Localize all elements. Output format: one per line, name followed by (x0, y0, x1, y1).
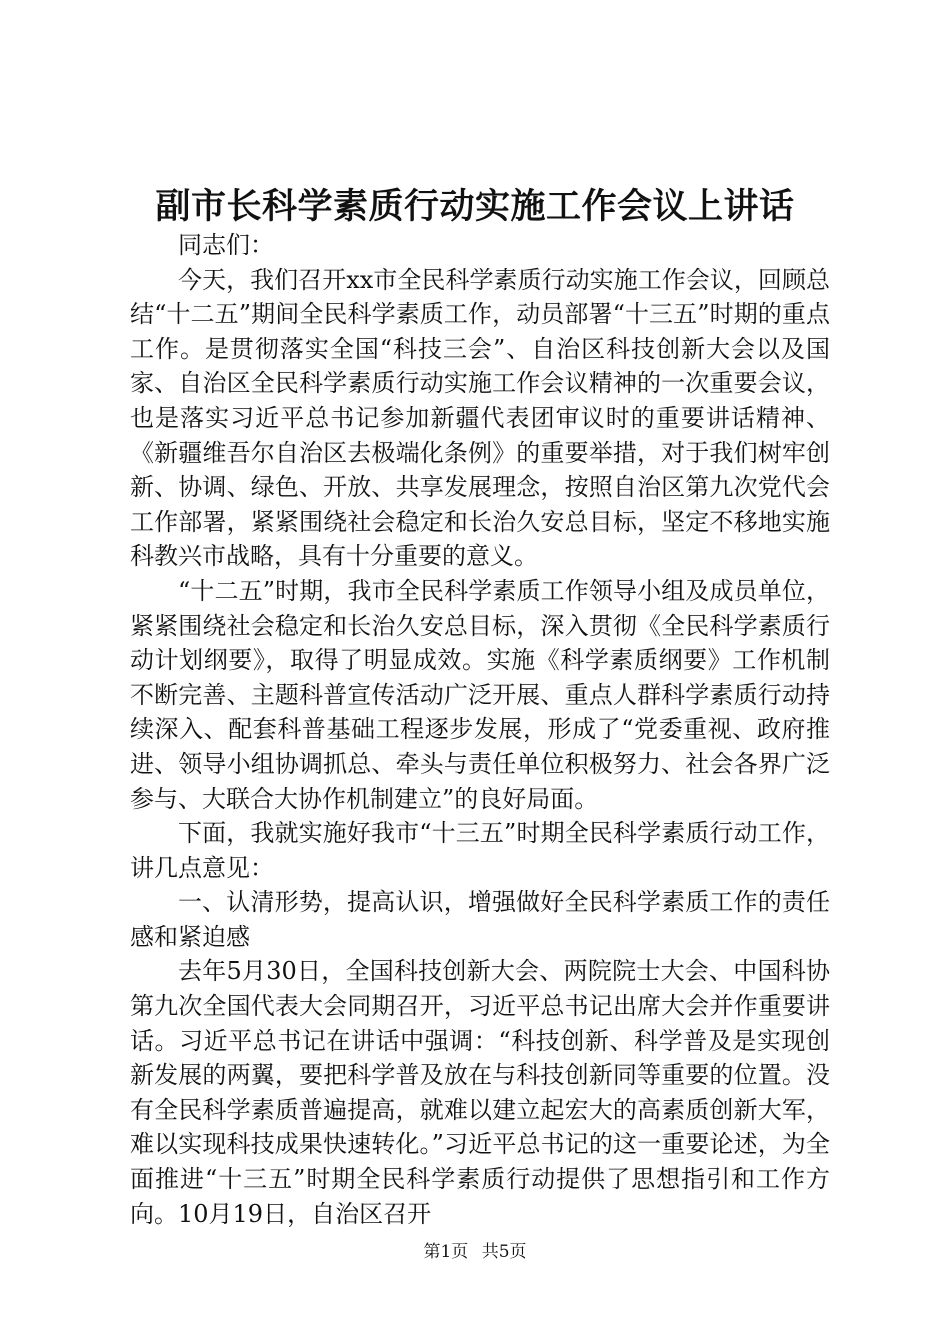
paragraph-context: 去年5月30日，全国科技创新大会、两院院士大会、中国科协第九次全国代表大会同期召开，习近平总书记出席大会并作重要讲话。习近平总书记在讲话中强调：“科技创新、科学普及是实现创新发展的两翼，要把科学普及放在与科技创新同等重要的位置。没有全民科学素质普遍提高，就难以建立起宏大的高素质创新大军，难以实现科技成果快速转化。”习近平总书记的这一重要论述，为全面推进“十三五”时期全民科学素质行动提供了思想指引和工作方向。10月19日，自治区召开 (130, 957, 830, 1228)
page-number: 第1页 (423, 1242, 469, 1262)
paragraph-review: “十二五”时期，我市全民科学素质工作领导小组及成员单位，紧紧围绕社会稳定和长治久安总目标，深入贯彻《全民科学素质行动计划纲要》，取得了明显成效。实施《科学素质纲要》工作机制不断完善、主题科普宣传活动广泛开展、重点人群科学素质行动持续深入、配套科普基础工程逐步发展，形成了“党委重视、政府推进、领导小组协调抓总、牵头与责任单位积极努力、社会各界广泛参与、大联合大协作机制建立”的良好局面。 (130, 576, 830, 813)
document-body (130, 228, 830, 1231)
section-heading-1: 一、认清形势，提高认识，增强做好全民科学素质工作的责任感和紧迫感 (130, 888, 830, 951)
page-total: 共5页 (481, 1242, 527, 1262)
salutation: 同志们： (178, 231, 274, 259)
paragraph-transition: 下面，我就实施好我市“十三五”时期全民科学素质行动工作，讲几点意见： (130, 819, 830, 882)
paragraph-intro: 今天，我们召开xx市全民科学素质行动实施工作会议，回顾总结“十二五”期间全民科学素质工作，动员部署“十三五”时期的重点工作。是贯彻落实全国“科技三会”、自治区科技创新大会以及国家、自治区全民科学素质行动实施工作会议精神的一次重要会议，也是落实习近平总书记参加新疆代表团审议时的重要讲话精神、《新疆维吾尔自治区去极端化条例》的重要举措，对于我们树牢创新、协调、绿色、开放、共享发展理念，按照自治区第九次党代会工作部署，紧紧围绕社会稳定和长治久安总目标，坚定不移地实施科教兴市战略，具有十分重要的意义。 (130, 265, 830, 571)
page-footer (0, 1240, 950, 1264)
document-title: 副市长科学素质行动实施工作会议上讲话 (155, 186, 795, 227)
